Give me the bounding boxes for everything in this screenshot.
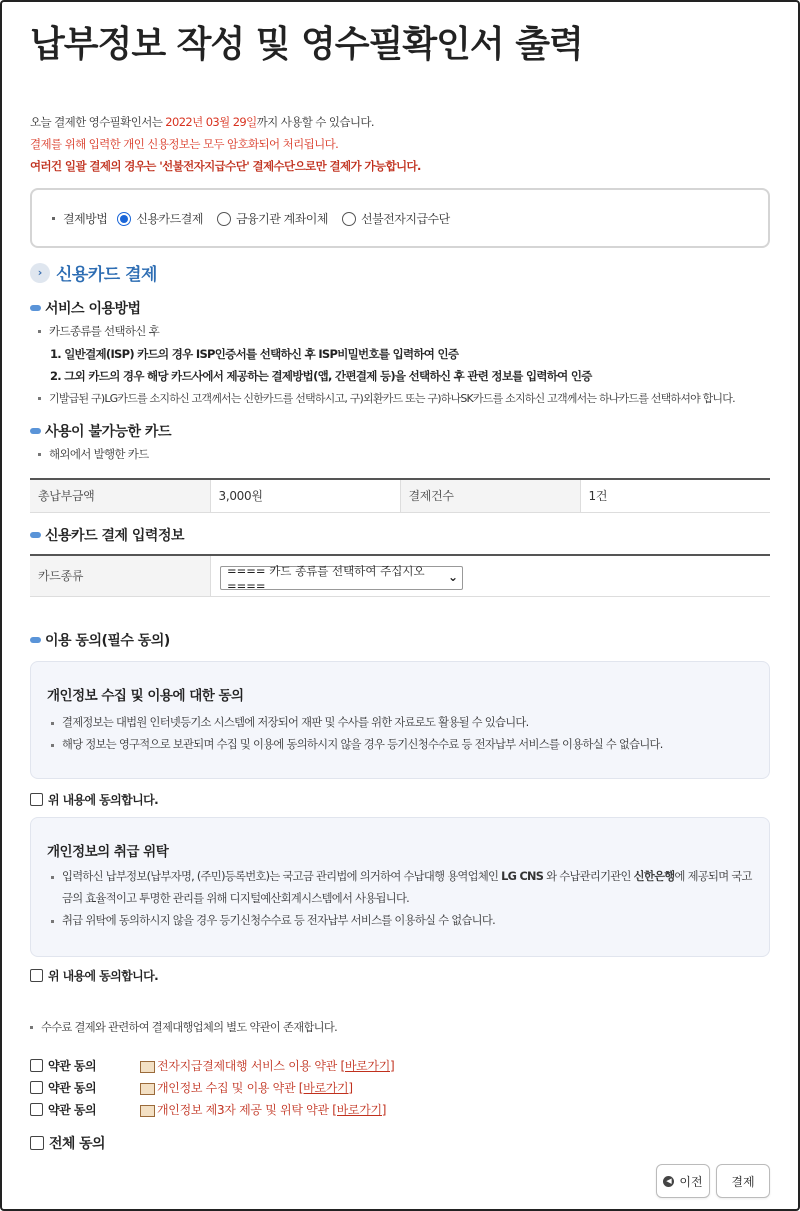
terms-third-party-label: 약관 동의 [48,1103,97,1117]
terms-payment-goto[interactable]: [바로가기] [340,1059,395,1073]
notice-expiry-pre: 오늘 결제한 영수필확인서는 [30,115,166,129]
notice-expiry-date: 2022년 03월 29일 [165,115,257,129]
bullet [51,744,54,747]
usage-line-1-text: 카드종류를 선택하신 후 [49,324,159,338]
radio-credit-card-label: 신용카드결제 [136,212,203,226]
payment-method-box [30,188,770,248]
book-icon [140,1104,156,1116]
consent-box-entrust-p2-text: 취급 위탁에 동의하시지 않을 경우 등기신청수수료 등 전자납부 서비스를 이용하실 수 없습니다. [62,914,495,927]
checkbox-box[interactable] [30,793,43,806]
bullet [51,876,54,879]
usage-line-1 [38,323,159,339]
pay-button[interactable] [716,1164,770,1198]
bullet [51,920,54,923]
usage-step-1: 1. 일반결제(ISP) 카드의 경우 ISP인증서를 선택하신 후 ISP비밀번호를 입력하여 인증 [50,347,459,361]
usage-line-2 [38,390,735,406]
entrust-text-a: 입력하신 납부정보(납부자명, (주민)등록번호)는 국고금 관리법에 의거하여 수납대행 용역업체인 [62,870,502,883]
bullet [38,330,41,333]
section-title-text: 신용카드 결제 [56,265,157,285]
radio-credit-card[interactable] [117,210,203,227]
radio-prepaid-circle[interactable] [342,212,356,226]
consent-box-collection-p1-text: 결제정보는 대법원 인터넷등기소 시스템에 저장되어 재판 및 수사를 위한 자료로도 활용될 수 있습니다. [62,716,529,729]
unavailable-heading [30,421,171,441]
checkbox-box[interactable] [30,1059,43,1072]
section-title [30,260,157,285]
chevron-right-icon: › [30,263,50,283]
terms-payment-text: 전자지급결제대행 서비스 이용 약관 [157,1059,341,1073]
terms-privacy-checkbox[interactable] [30,1079,140,1096]
radio-prepaid[interactable] [342,210,450,227]
bullet [51,722,54,725]
agree-all-label: 전체 동의 [49,1136,105,1152]
notice-bulk-payment: 여러건 일괄 결제의 경우는 '선불전자지급수단' 결제수단으로만 결제가 가능합니다. [30,159,421,173]
terms-third-party-goto[interactable]: [바로가기] [332,1103,387,1117]
consent-box-entrust-p1-text [62,866,753,910]
pill-icon [30,428,41,434]
agree-collection-checkbox[interactable] [30,791,158,808]
card-type-label: 카드종류 [30,556,210,596]
table-row [30,480,770,512]
pill-icon [30,305,41,311]
terms-row-payment [30,1057,394,1074]
chevron-down-icon: ⌄ [447,570,458,584]
bullet [38,453,41,456]
terms-privacy-label: 약관 동의 [48,1081,97,1095]
bullet [30,1026,33,1029]
terms-third-party-text: 개인정보 제3자 제공 및 위탁 약관 [157,1103,333,1117]
terms-third-party-link[interactable] [157,1101,386,1118]
entrust-company: LG CNS [501,870,544,883]
agree-entrust-checkbox[interactable] [30,967,158,984]
agree-all-checkbox[interactable] [30,1133,105,1153]
card-type-select-value: ==== 카드 종류를 선택하여 주십시오 ==== [227,564,425,593]
terms-row-privacy [30,1079,353,1096]
terms-privacy-text: 개인정보 수집 및 이용 약관 [157,1081,299,1095]
unavailable-line-1 [38,446,149,462]
total-amount-label: 총납부금액 [30,480,210,512]
terms-payment-label: 약관 동의 [48,1059,97,1073]
input-info-heading-text: 신용카드 결제 입력정보 [45,528,184,544]
terms-privacy-link[interactable] [157,1079,353,1096]
pill-icon [30,532,41,538]
terms-payment-link[interactable] [157,1057,394,1074]
unavailable-heading-text: 사용이 불가능한 카드 [45,424,171,440]
book-icon [140,1082,156,1094]
checkbox-box[interactable] [30,969,43,982]
radio-credit-card-circle[interactable] [117,212,131,226]
notice-expiry [30,114,374,130]
entrust-text-e: 에 제공되며 국고금의 효율적이고 투명한 관리를 위해 디지털예산회계시스템에서 사용됩니다. [62,870,752,905]
book-icon [140,1060,156,1072]
entrust-bank: 신한은행 [633,870,675,883]
usage-step-2: 2. 그외 카드의 경우 해당 카드사에서 제공하는 결제방법(앱, 간편결제 등)을 선택하신 후 관련 정보를 입력하여 인증 [50,369,592,383]
bullet [52,217,55,220]
radio-bank-transfer-label: 금융기관 계좌이체 [235,212,328,226]
agree-collection-label: 위 내용에 동의합니다. [48,793,159,807]
terms-privacy-goto[interactable]: [바로가기] [298,1081,353,1095]
pill-icon [30,637,41,643]
terms-note-text: 수수료 결제와 관련하여 결제대행업체의 별도 약관이 존재합니다. [41,1021,337,1034]
prev-button[interactable] [656,1164,710,1198]
checkbox-box[interactable] [30,1136,44,1150]
checkbox-box[interactable] [30,1081,43,1094]
notice-expiry-post: 까지 사용할 수 있습니다. [256,115,374,129]
consent-box-collection-p2 [51,734,753,756]
consent-box-entrust [30,817,770,957]
entrust-text-c: 와 수납관리기관인 [543,870,634,883]
consent-box-entrust-p1 [51,866,753,910]
summary-table [30,480,770,513]
card-type-select[interactable] [220,564,463,593]
page-title: 납부정보 작성 및 영수필확인서 출력 [30,24,583,65]
terms-third-party-checkbox[interactable] [30,1101,140,1118]
total-amount-value: 3,000원 [210,480,400,512]
radio-prepaid-label: 선불전자지급수단 [361,212,450,226]
payment-count-label: 결제건수 [400,480,580,512]
radio-bank-transfer-circle[interactable] [217,212,231,226]
consent-box-collection-title: 개인정보 수집 및 이용에 대한 동의 [47,688,244,704]
terms-note [30,1019,337,1035]
payment-method-label: 결제방법 [63,212,108,226]
consent-box-entrust-p2 [51,910,753,932]
usage-heading-text: 서비스 이용방법 [45,301,141,317]
consent-box-collection-p1 [51,712,753,734]
usage-line-2-text: 기발급된 구)LG카드를 소지하신 고객께서는 신한카드를 선택하시고, 구)외환카드 또는 구)하나SK카드를 소지하신 고객께서는 하나카드를 선택하셔야 합니다. [49,392,735,405]
pay-button-label: 결제 [731,1174,755,1189]
prev-button-label: 이전 [679,1174,703,1189]
unavailable-line-1-text: 해외에서 발행한 카드 [49,447,149,461]
terms-row-third-party [30,1101,386,1118]
agree-entrust-label: 위 내용에 동의합니다. [48,969,159,983]
payment-count-value: 1건 [580,480,770,512]
consent-heading-text: 이용 동의(필수 동의) [45,633,170,649]
terms-payment-checkbox[interactable] [30,1057,140,1074]
input-info-heading [30,525,184,545]
radio-bank-transfer[interactable] [217,210,328,227]
arrow-left-icon: ◀ [663,1176,674,1187]
bullet [38,397,41,400]
consent-heading [30,630,170,650]
consent-box-entrust-title: 개인정보의 취급 위탁 [47,844,169,860]
notice-encryption: 결제를 위해 입력한 개인 신용정보는 모두 암호화되어 처리됩니다. [30,137,339,151]
checkbox-box[interactable] [30,1103,43,1116]
consent-box-collection-p2-text: 해당 정보는 영구적으로 보관되며 수집 및 이용에 동의하시지 않을 경우 등기신청수수료 등 전자납부 서비스를 이용하실 수 없습니다. [62,738,663,751]
usage-heading [30,298,141,318]
consent-box-collection [30,661,770,779]
